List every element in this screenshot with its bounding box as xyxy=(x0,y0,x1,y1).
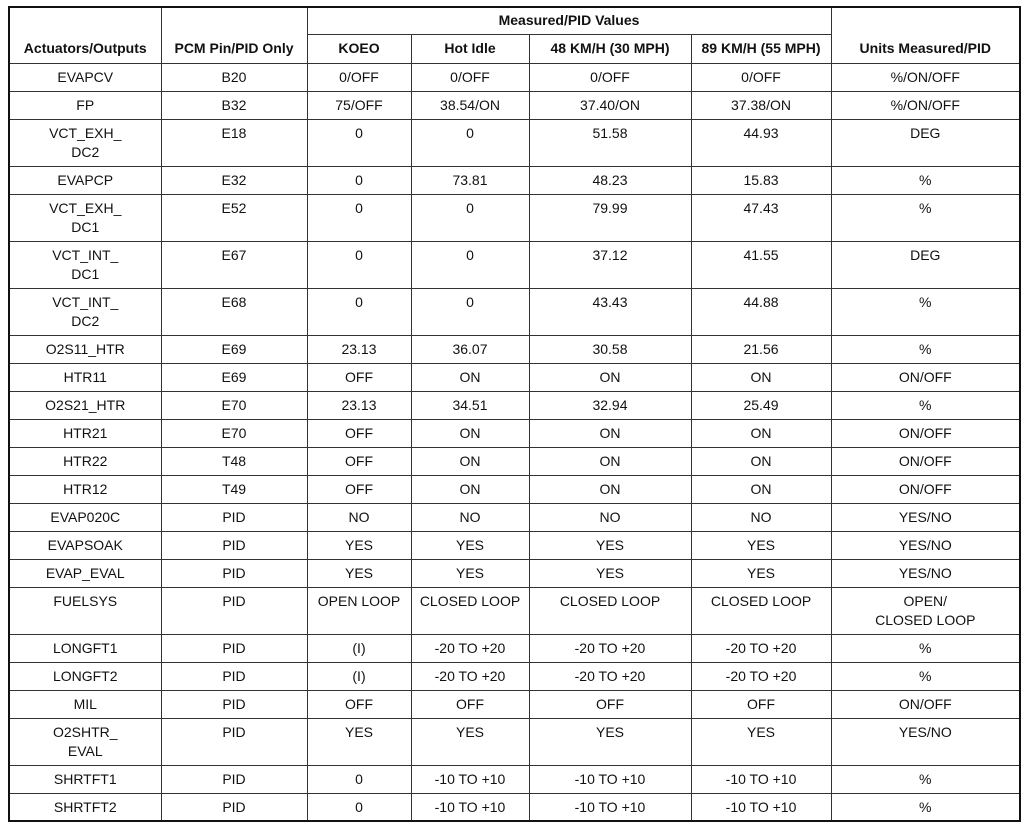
table-row xyxy=(9,662,1020,690)
cell-pin: B20 xyxy=(161,63,307,91)
cell-55mph: 15.83 xyxy=(691,166,831,194)
cell-actuator: HTR22 xyxy=(9,447,161,475)
cell-55mph: CLOSED LOOP xyxy=(691,587,831,634)
cell-hot-idle: CLOSED LOOP xyxy=(411,587,529,634)
cell-pin: E70 xyxy=(161,419,307,447)
cell-hot-idle: ON xyxy=(411,447,529,475)
cell-hot-idle: YES xyxy=(411,718,529,765)
cell-30mph: 0/OFF xyxy=(529,63,691,91)
cell-actuator: MIL xyxy=(9,690,161,718)
cell-koeo: 0 xyxy=(307,166,411,194)
cell-units: % xyxy=(831,391,1020,419)
cell-units: % xyxy=(831,662,1020,690)
table-row xyxy=(9,475,1020,503)
table-row xyxy=(9,119,1020,166)
cell-55mph: ON xyxy=(691,447,831,475)
cell-pin: E69 xyxy=(161,335,307,363)
cell-units: YES/NO xyxy=(831,531,1020,559)
cell-30mph: 30.58 xyxy=(529,335,691,363)
cell-55mph: 21.56 xyxy=(691,335,831,363)
cell-hot-idle: ON xyxy=(411,419,529,447)
cell-koeo: OFF xyxy=(307,690,411,718)
cell-actuator: SHRTFT2 xyxy=(9,793,161,821)
cell-koeo: OFF xyxy=(307,447,411,475)
cell-pin: E70 xyxy=(161,391,307,419)
cell-55mph: -20 TO +20 xyxy=(691,662,831,690)
cell-30mph: 51.58 xyxy=(529,119,691,166)
cell-55mph: 25.49 xyxy=(691,391,831,419)
cell-actuator: O2S21_HTR xyxy=(9,391,161,419)
cell-30mph: ON xyxy=(529,363,691,391)
table-body xyxy=(9,63,1020,821)
cell-pin: T49 xyxy=(161,475,307,503)
cell-koeo: 0 xyxy=(307,765,411,793)
cell-units: ON/OFF xyxy=(831,363,1020,391)
cell-55mph: ON xyxy=(691,363,831,391)
header-measured-group: Measured/PID Values xyxy=(307,7,831,34)
table-row xyxy=(9,718,1020,765)
cell-pin: PID xyxy=(161,793,307,821)
cell-koeo: 0 xyxy=(307,793,411,821)
cell-55mph: -10 TO +10 xyxy=(691,765,831,793)
cell-units: % xyxy=(831,335,1020,363)
cell-units: % xyxy=(831,288,1020,335)
table-row xyxy=(9,503,1020,531)
cell-pin: T48 xyxy=(161,447,307,475)
cell-55mph: 44.88 xyxy=(691,288,831,335)
cell-actuator: VCT_EXH_ DC2 xyxy=(9,119,161,166)
cell-30mph: 37.12 xyxy=(529,241,691,288)
cell-30mph: -10 TO +10 xyxy=(529,765,691,793)
cell-units: %/ON/OFF xyxy=(831,91,1020,119)
cell-koeo: OFF xyxy=(307,363,411,391)
cell-actuator: HTR11 xyxy=(9,363,161,391)
cell-koeo: 0 xyxy=(307,194,411,241)
cell-55mph: 41.55 xyxy=(691,241,831,288)
table-row xyxy=(9,793,1020,821)
cell-actuator: EVAP_EVAL xyxy=(9,559,161,587)
cell-hot-idle: 36.07 xyxy=(411,335,529,363)
pid-values-table xyxy=(8,6,1021,822)
cell-55mph: YES xyxy=(691,718,831,765)
cell-actuator: O2S11_HTR xyxy=(9,335,161,363)
cell-pin: PID xyxy=(161,559,307,587)
cell-units: % xyxy=(831,634,1020,662)
cell-hot-idle: -20 TO +20 xyxy=(411,634,529,662)
cell-55mph: ON xyxy=(691,419,831,447)
cell-pin: E67 xyxy=(161,241,307,288)
cell-actuator: HTR12 xyxy=(9,475,161,503)
table-row xyxy=(9,391,1020,419)
header-hot-idle: Hot Idle xyxy=(411,34,529,63)
cell-koeo: 75/OFF xyxy=(307,91,411,119)
cell-30mph: ON xyxy=(529,475,691,503)
cell-koeo: 0/OFF xyxy=(307,63,411,91)
cell-hot-idle: 73.81 xyxy=(411,166,529,194)
cell-actuator: LONGFT1 xyxy=(9,634,161,662)
cell-55mph: 47.43 xyxy=(691,194,831,241)
cell-hot-idle: YES xyxy=(411,559,529,587)
cell-actuator: VCT_EXH_ DC1 xyxy=(9,194,161,241)
table-row xyxy=(9,690,1020,718)
cell-units: % xyxy=(831,166,1020,194)
cell-30mph: OFF xyxy=(529,690,691,718)
cell-30mph: 48.23 xyxy=(529,166,691,194)
cell-pin: E68 xyxy=(161,288,307,335)
header-units: Units Measured/PID xyxy=(831,7,1020,63)
cell-30mph: 37.40/ON xyxy=(529,91,691,119)
cell-koeo: OPEN LOOP xyxy=(307,587,411,634)
cell-actuator: EVAP020C xyxy=(9,503,161,531)
cell-units: YES/NO xyxy=(831,718,1020,765)
cell-actuator: SHRTFT1 xyxy=(9,765,161,793)
cell-30mph: CLOSED LOOP xyxy=(529,587,691,634)
cell-30mph: YES xyxy=(529,559,691,587)
table-row xyxy=(9,587,1020,634)
cell-hot-idle: 0 xyxy=(411,241,529,288)
table-row xyxy=(9,559,1020,587)
table-row xyxy=(9,166,1020,194)
cell-30mph: 79.99 xyxy=(529,194,691,241)
cell-55mph: 0/OFF xyxy=(691,63,831,91)
cell-koeo: (I) xyxy=(307,662,411,690)
cell-30mph: 43.43 xyxy=(529,288,691,335)
cell-units: ON/OFF xyxy=(831,419,1020,447)
table-row xyxy=(9,634,1020,662)
cell-actuator: FUELSYS xyxy=(9,587,161,634)
cell-pin: PID xyxy=(161,765,307,793)
cell-30mph: NO xyxy=(529,503,691,531)
cell-units: ON/OFF xyxy=(831,475,1020,503)
header-pin: PCM Pin/PID Only xyxy=(161,7,307,63)
cell-koeo: YES xyxy=(307,531,411,559)
cell-units: YES/NO xyxy=(831,503,1020,531)
table-row xyxy=(9,419,1020,447)
cell-actuator: LONGFT2 xyxy=(9,662,161,690)
cell-55mph: 44.93 xyxy=(691,119,831,166)
cell-koeo: YES xyxy=(307,718,411,765)
cell-units: %/ON/OFF xyxy=(831,63,1020,91)
cell-units: % xyxy=(831,793,1020,821)
cell-actuator: EVAPCV xyxy=(9,63,161,91)
header-30mph: 48 KM/H (30 MPH) xyxy=(529,34,691,63)
cell-30mph: YES xyxy=(529,718,691,765)
cell-pin: E32 xyxy=(161,166,307,194)
cell-30mph: ON xyxy=(529,419,691,447)
cell-units: ON/OFF xyxy=(831,690,1020,718)
cell-hot-idle: 0 xyxy=(411,194,529,241)
cell-pin: PID xyxy=(161,531,307,559)
cell-pin: E69 xyxy=(161,363,307,391)
cell-units: OPEN/ CLOSED LOOP xyxy=(831,587,1020,634)
cell-hot-idle: 0/OFF xyxy=(411,63,529,91)
cell-pin: PID xyxy=(161,718,307,765)
cell-koeo: 23.13 xyxy=(307,391,411,419)
cell-hot-idle: OFF xyxy=(411,690,529,718)
header-actuators: Actuators/Outputs xyxy=(9,7,161,63)
table-row xyxy=(9,91,1020,119)
cell-55mph: YES xyxy=(691,531,831,559)
cell-55mph: -20 TO +20 xyxy=(691,634,831,662)
cell-actuator: VCT_INT_ DC2 xyxy=(9,288,161,335)
cell-55mph: NO xyxy=(691,503,831,531)
cell-koeo: OFF xyxy=(307,475,411,503)
cell-koeo: 0 xyxy=(307,241,411,288)
cell-30mph: -20 TO +20 xyxy=(529,662,691,690)
cell-hot-idle: ON xyxy=(411,363,529,391)
cell-hot-idle: -10 TO +10 xyxy=(411,765,529,793)
cell-actuator: FP xyxy=(9,91,161,119)
cell-actuator: O2SHTR_ EVAL xyxy=(9,718,161,765)
cell-hot-idle: 34.51 xyxy=(411,391,529,419)
cell-hot-idle: 0 xyxy=(411,288,529,335)
cell-units: YES/NO xyxy=(831,559,1020,587)
cell-hot-idle: -20 TO +20 xyxy=(411,662,529,690)
cell-koeo: 0 xyxy=(307,119,411,166)
cell-hot-idle: YES xyxy=(411,531,529,559)
cell-30mph: YES xyxy=(529,531,691,559)
cell-koeo: YES xyxy=(307,559,411,587)
table-row xyxy=(9,335,1020,363)
cell-koeo: (I) xyxy=(307,634,411,662)
table-row xyxy=(9,765,1020,793)
cell-units: % xyxy=(831,765,1020,793)
cell-hot-idle: NO xyxy=(411,503,529,531)
cell-koeo: NO xyxy=(307,503,411,531)
cell-pin: PID xyxy=(161,634,307,662)
cell-55mph: OFF xyxy=(691,690,831,718)
cell-units: DEG xyxy=(831,119,1020,166)
cell-units: DEG xyxy=(831,241,1020,288)
cell-hot-idle: 0 xyxy=(411,119,529,166)
cell-55mph: -10 TO +10 xyxy=(691,793,831,821)
cell-actuator: EVAPSOAK xyxy=(9,531,161,559)
cell-pin: B32 xyxy=(161,91,307,119)
cell-pin: PID xyxy=(161,690,307,718)
cell-hot-idle: 38.54/ON xyxy=(411,91,529,119)
cell-30mph: 32.94 xyxy=(529,391,691,419)
header-koeo: KOEO xyxy=(307,34,411,63)
cell-pin: E18 xyxy=(161,119,307,166)
cell-koeo: OFF xyxy=(307,419,411,447)
cell-55mph: ON xyxy=(691,475,831,503)
cell-55mph: YES xyxy=(691,559,831,587)
table-row xyxy=(9,194,1020,241)
cell-30mph: -10 TO +10 xyxy=(529,793,691,821)
cell-koeo: 0 xyxy=(307,288,411,335)
cell-55mph: 37.38/ON xyxy=(691,91,831,119)
table-row xyxy=(9,63,1020,91)
cell-koeo: 23.13 xyxy=(307,335,411,363)
cell-hot-idle: -10 TO +10 xyxy=(411,793,529,821)
cell-pin: PID xyxy=(161,662,307,690)
cell-pin: E52 xyxy=(161,194,307,241)
table-row xyxy=(9,531,1020,559)
cell-30mph: ON xyxy=(529,447,691,475)
cell-units: ON/OFF xyxy=(831,447,1020,475)
table-row xyxy=(9,241,1020,288)
cell-pin: PID xyxy=(161,587,307,634)
cell-units: % xyxy=(831,194,1020,241)
header-55mph: 89 KM/H (55 MPH) xyxy=(691,34,831,63)
table-row xyxy=(9,363,1020,391)
cell-hot-idle: ON xyxy=(411,475,529,503)
cell-actuator: VCT_INT_ DC1 xyxy=(9,241,161,288)
table-row xyxy=(9,447,1020,475)
cell-actuator: HTR21 xyxy=(9,419,161,447)
table-row xyxy=(9,288,1020,335)
cell-actuator: EVAPCP xyxy=(9,166,161,194)
cell-pin: PID xyxy=(161,503,307,531)
cell-30mph: -20 TO +20 xyxy=(529,634,691,662)
